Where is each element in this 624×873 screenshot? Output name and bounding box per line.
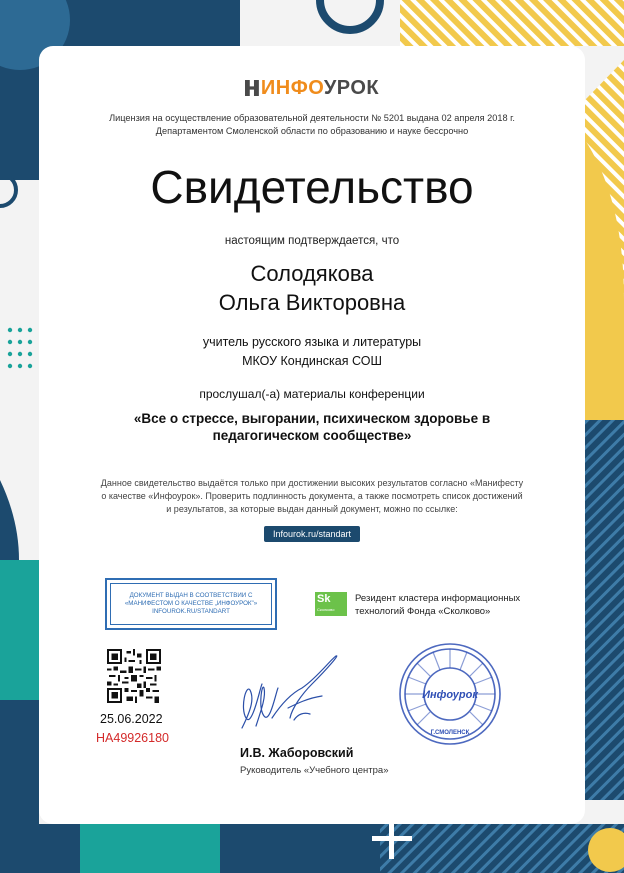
- infourok-logo-icon: [245, 80, 259, 96]
- quality-stamp-line1: ДОКУМЕНТ ВЫДАН В СООТВЕТСТВИИ С: [129, 592, 253, 599]
- skolkovo-logo-text: Sk: [317, 593, 331, 605]
- infourok-logo: [0, 77, 624, 100]
- verification-link[interactable]: Infourok.ru/standart: [264, 526, 360, 542]
- seal-center-text: Инфоурок: [422, 689, 478, 701]
- certificate-title: Свидетельство: [150, 161, 474, 213]
- quality-stamp-line2: «МАНИФЕСТОМ О КАЧЕСТВЕ „ИНФОУРОК"»: [124, 600, 258, 607]
- recipient-given-names: Ольга Викторовна: [218, 290, 406, 315]
- certificate-id: НА49926180: [96, 731, 169, 745]
- position-school: МКОУ Кондинская СОШ: [242, 354, 382, 368]
- position-role: учитель русского языка и литературы: [202, 335, 422, 349]
- signature-image: [232, 648, 344, 740]
- quality-stamp-line3: INFOUROK.RU/STANDART: [152, 608, 230, 615]
- recipient-name: [0, 259, 624, 317]
- skolkovo-logo-subtext: Сколково: [317, 607, 335, 612]
- conference-title-line1: «Все о стрессе, выгорании, психическом здоровье в: [133, 411, 491, 426]
- skolkovo-logo-icon: [315, 592, 347, 616]
- recipient-surname: Солодякова: [250, 261, 374, 286]
- seal-city-text: Г.СМОЛЕНСК: [430, 730, 470, 736]
- logo-text-part2: УРОК: [323, 77, 380, 99]
- signer-name: И.В. Жаборовский: [240, 746, 354, 760]
- official-seal-stamp: [397, 641, 503, 747]
- quality-manifesto-stamp: [105, 578, 277, 630]
- attended-text: прослушал(-а) материалы конференции: [199, 387, 425, 401]
- license-text: Лицензия на осуществление образовательной деятельности № 5201 выдана 02 апреля 2018 г. Департаментом Смоленской области по образованию и науке бессрочно: [109, 113, 515, 136]
- qr-code[interactable]: [107, 649, 161, 703]
- conference-title-line2: педагогическом сообществе»: [212, 428, 412, 443]
- signer-role: Руководитель «Учебного центра»: [240, 765, 389, 776]
- verification-note: Данное свидетельство выдаётся только при достижении высоких результатов согласно «Манифесту о качестве «Инфоурок». Проверить подлинность документа, а также посмотреть список достижений и результатов, за которые выдан данный документ, можно по ссылке:: [100, 478, 524, 514]
- conference-title: [120, 410, 504, 444]
- confirm-text: настоящим подтверждается, что: [224, 235, 400, 247]
- logo-text-part1: ИНФО: [260, 77, 324, 99]
- issue-date: 25.06.2022: [100, 712, 163, 726]
- recipient-position: [0, 333, 624, 371]
- skolkovo-resident-text: Резидент кластера информационных технологий Фонда «Сколково»: [355, 593, 521, 617]
